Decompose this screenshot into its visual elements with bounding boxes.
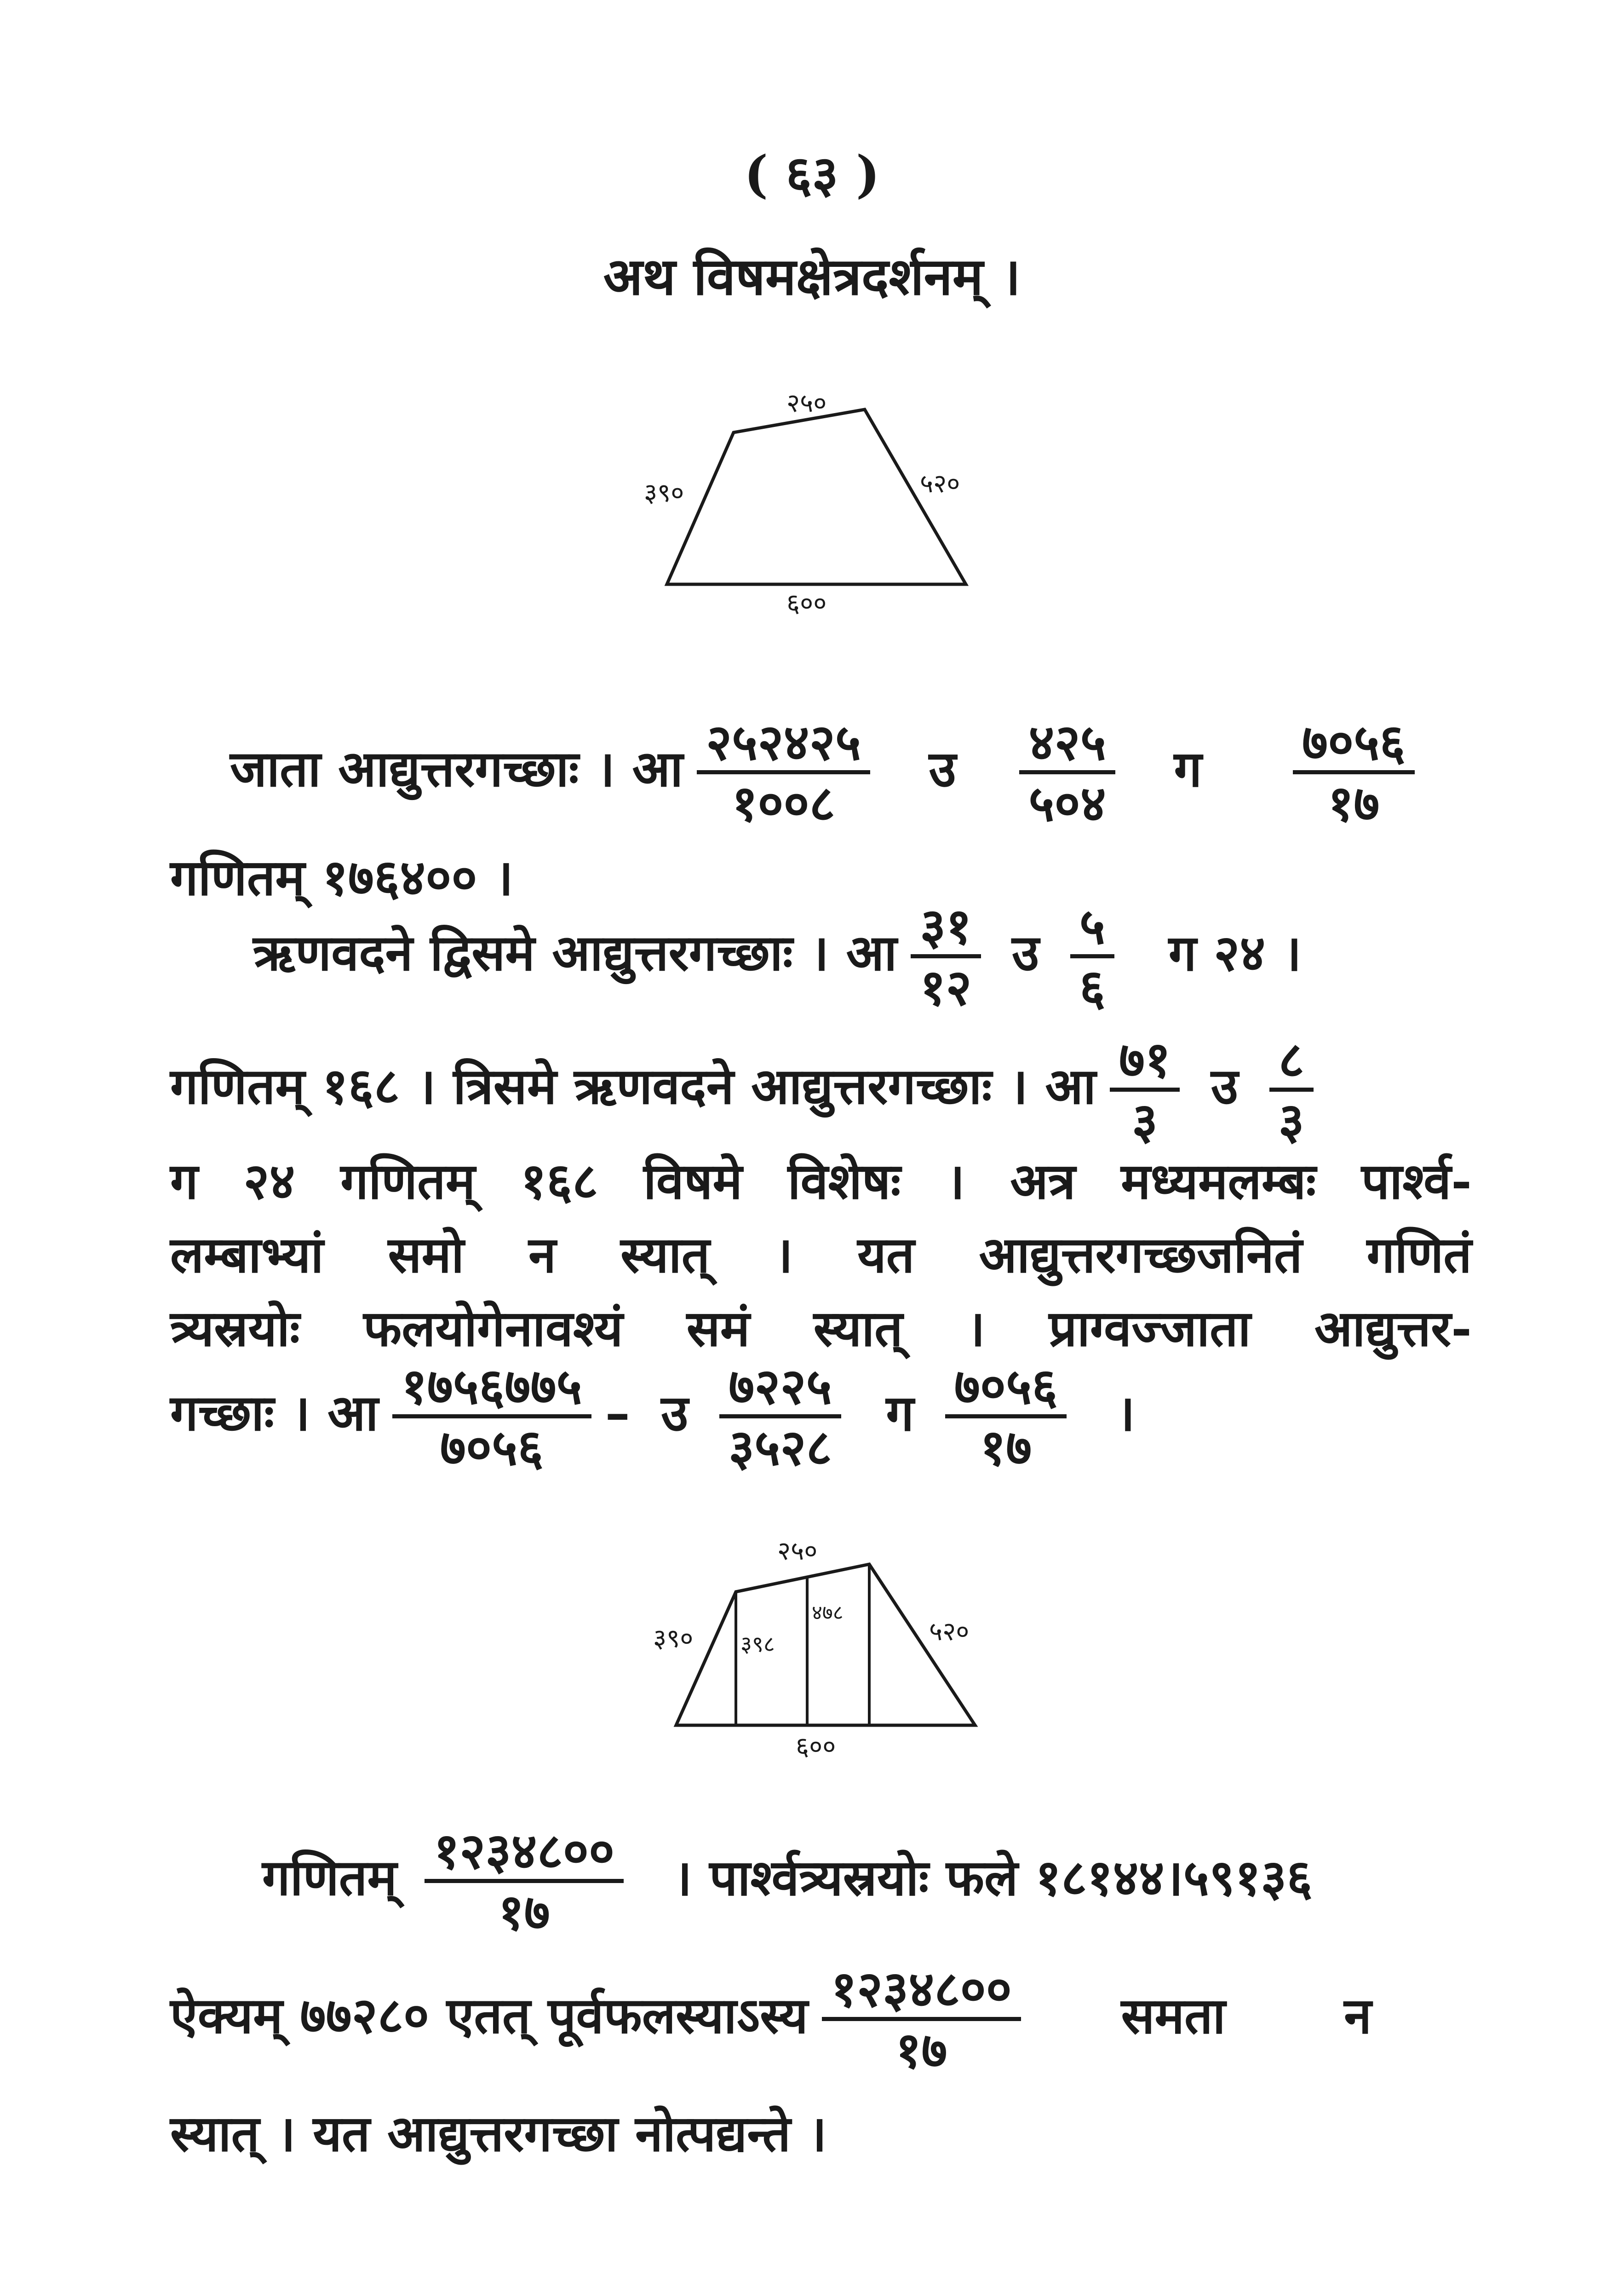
line-9-text: गणितम्: [262, 1849, 397, 1907]
left-side-label: ३९०: [644, 478, 684, 508]
fraction-u-8: [719, 1358, 841, 1477]
line-2: गणितम् १७६४०० ।: [170, 849, 514, 907]
fraction-numerator: १७५६७७५: [392, 1362, 591, 1418]
fraction-denominator: १००८: [732, 775, 835, 833]
g-label: ग: [886, 1384, 914, 1442]
fraction-numerator: ७०५६: [1293, 718, 1415, 774]
fraction-denominator: १७: [1328, 775, 1380, 833]
section-heading: अथ विषमक्षेत्रदर्शनम् ।: [603, 247, 1021, 307]
fraction-numerator: ८: [1269, 1035, 1314, 1092]
fraction-g-1: [1293, 714, 1415, 833]
fraction-numerator: ४२५: [1019, 718, 1115, 774]
line-6: लम्बाभ्यां समो न स्यात् । यत आद्युत्तरगच्छजनितं गणितं: [170, 1226, 1472, 1284]
line-10-text: ऐक्यम् ७७२८० एतत् पूर्वफलस्याऽस्य: [170, 1987, 808, 2045]
fraction-denominator: ३५२८: [729, 1419, 832, 1477]
fraction-a-8: [392, 1358, 591, 1477]
line-4-text: गणितम् १६८ । त्रिसमे ऋणवदने आद्युत्तरगच्छाः । आ: [170, 1057, 1096, 1116]
base-label: ६००: [796, 1732, 836, 1762]
page-number: ( ६३ ): [744, 144, 880, 204]
line-3-tail: ग २४ ।: [1168, 924, 1302, 982]
figure-quadrilateral-2: [644, 1532, 1035, 1762]
fraction-numerator: २५२४२५: [697, 718, 870, 774]
u-label: उ: [1211, 1057, 1239, 1116]
u-label: उ: [661, 1384, 689, 1442]
fraction-denominator: १७: [895, 2022, 947, 2079]
line-4: [170, 1031, 1327, 1150]
line-10: [170, 1960, 1372, 2079]
fraction-a-4: [1110, 1031, 1180, 1150]
fraction-denominator: ३: [1278, 1092, 1304, 1150]
middle-height-1-label: ३९८: [740, 1631, 775, 1657]
u-label: उ: [929, 740, 956, 798]
line-9: [262, 1822, 1313, 1941]
middle-height-2-label: ४७८: [812, 1601, 844, 1624]
g-label: ग: [1174, 740, 1202, 798]
fraction-denominator: ३: [1131, 1092, 1158, 1150]
fraction-denominator: १७: [498, 1884, 550, 1941]
fraction-numerator: १२३४८००: [822, 1964, 1021, 2021]
line-1-text: जाता आद्युत्तरगच्छाः । आ: [230, 740, 683, 798]
base-label: ६००: [786, 588, 827, 616]
line-8: [170, 1358, 1135, 1477]
fraction-numerator: ३१: [911, 902, 981, 958]
fraction-numerator: ७०५६: [945, 1362, 1067, 1418]
fraction-numerator: ७१: [1110, 1035, 1180, 1092]
line-8-text: गच्छाः । आ: [170, 1384, 379, 1442]
line-5: ग २४ गणितम् १६८ विषमे विशेषः । अत्र मध्यमलम्बः पार्श्व-: [170, 1152, 1472, 1210]
line-3: [253, 898, 1302, 1017]
fraction-u-3: [1070, 898, 1114, 1017]
line-7: त्र्यस्रयोः फलयोगेनावश्यं समं स्यात् । प्राग्वज्जाता आद्युत्तर-: [170, 1300, 1472, 1358]
line-9-tail: । पार्श्वत्र्यस्रयोः फले १८१४४।५९१३६: [673, 1849, 1313, 1907]
fraction-u-1: [1019, 714, 1115, 833]
line-8-tail: ।: [1116, 1384, 1135, 1442]
figure-quadrilateral-1: [621, 386, 1012, 616]
dash: –: [605, 1384, 630, 1442]
fraction-denominator: ७०५६: [440, 1419, 544, 1477]
fraction-denominator: ६: [1079, 959, 1106, 1017]
left-side-label: ३९०: [653, 1624, 694, 1653]
line-10-tail: समता न: [1121, 1987, 1372, 2045]
fraction-g-8: [945, 1358, 1067, 1477]
line-3-text: ऋणवदने द्विसमे आद्युत्तरगच्छाः । आ: [253, 924, 897, 982]
line-1: [230, 714, 1429, 833]
u-label: उ: [1012, 924, 1039, 982]
right-side-label: ५२०: [920, 469, 960, 499]
fraction-numerator: १२३४८००: [425, 1826, 624, 1883]
fraction-numerator: ५: [1070, 902, 1114, 958]
line-11: स्यात् । यत आद्युत्तरगच्छा नोत्पद्यन्ते ।: [170, 2105, 827, 2163]
fraction-u-4: [1269, 1031, 1314, 1150]
fraction-denominator: १७: [980, 1419, 1032, 1477]
fraction-numerator: ७२२५: [719, 1362, 841, 1418]
fraction-area-2: [822, 1960, 1021, 2079]
fraction-area: [425, 1822, 624, 1941]
fraction-a-3: [911, 898, 981, 1017]
fraction-denominator: १२: [920, 959, 972, 1017]
right-side-label: ५२०: [929, 1617, 970, 1647]
fraction-denominator: ५०४: [1028, 775, 1106, 833]
fraction-a-1: [697, 714, 870, 833]
top-side-label: २५०: [777, 1536, 818, 1566]
top-side-label: २५०: [786, 388, 827, 418]
